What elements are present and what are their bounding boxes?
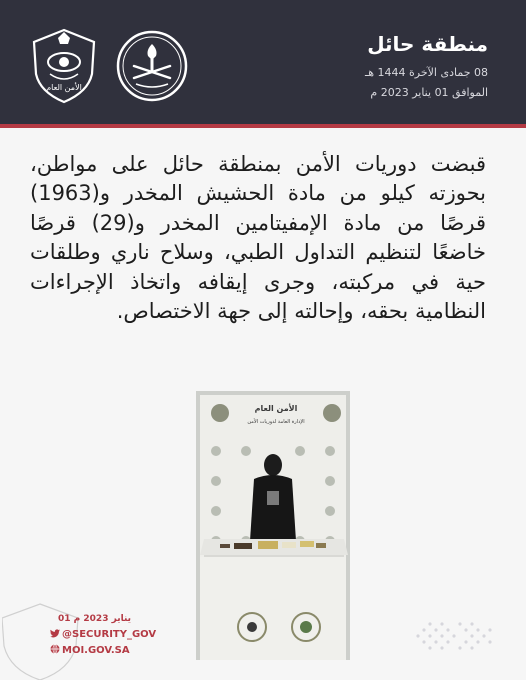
- twitter-handle: @SECURITY_GOV: [62, 629, 157, 640]
- saudi-emblem-icon: [116, 30, 188, 102]
- seizure-photo: [196, 391, 350, 660]
- footer-website[interactable]: [50, 644, 130, 656]
- twitter-icon: [50, 629, 60, 638]
- article-text: قبضت دوريات الأمن بمنطقة حائل على مواطن، بحوزته كيلو من مادة الحشيش المخدر و(1963) قرصًا من مادة الإمفيتامين المخدر و(29) قرصًا خاضعًا لتنظيم التداول الطبي، وسلاح ناري وطلقات حية في مركبته، وجرى إيقافه واتخاذ الإجراءات النظامية بحقه، وإحالته إلى جهة الاختصاص.: [30, 152, 486, 324]
- logo-security-text: الأمن العام: [46, 83, 82, 92]
- dot-pattern-decoration: [414, 616, 494, 656]
- website-url: MOI.GOV.SA: [62, 645, 130, 656]
- footer-twitter[interactable]: [50, 629, 156, 640]
- photo-scene: [196, 391, 350, 660]
- public-security-logo-icon: [28, 28, 100, 104]
- photo-banner-subtitle: الإدارة العامة لدوريات الأمن: [247, 419, 305, 425]
- header-accent-line: [0, 124, 526, 128]
- region-title: منطقة حائل: [367, 32, 488, 56]
- photo-banner-title: الأمن العام: [254, 404, 298, 413]
- hijri-date: 08 جمادى الآخرة 1444 هـ: [364, 66, 488, 79]
- gregorian-date: الموافق 01 يناير 2023 م: [370, 86, 488, 99]
- globe-icon: [50, 644, 60, 654]
- footer-date: 01 يناير 2023 م: [58, 614, 132, 624]
